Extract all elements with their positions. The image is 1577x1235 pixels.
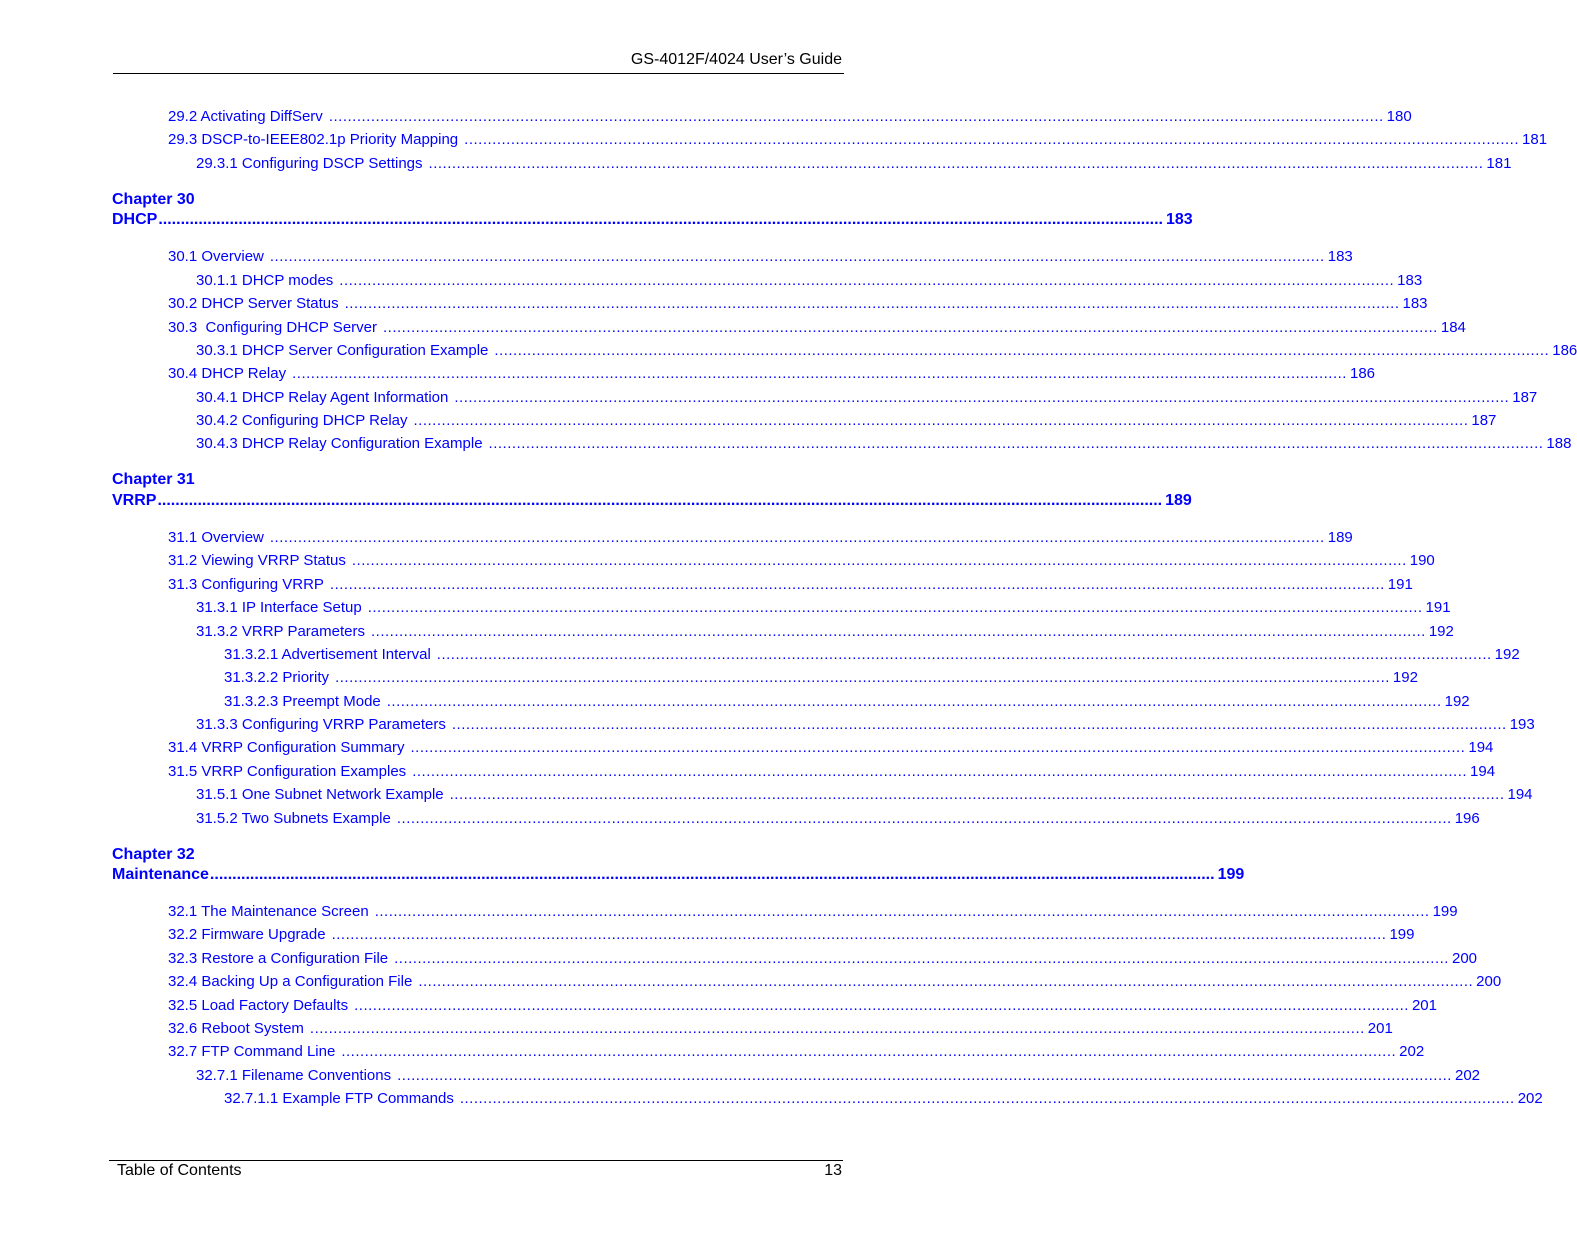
toc-leader: .................................................................................................................................................................................................................................. [410, 739, 1466, 756]
toc-entry-page: 194 [1507, 786, 1533, 803]
footer-page-number: 13 [824, 1162, 842, 1179]
toc-entry-label: 29.3 DSCP-to-IEEE802.1p Priority Mapping [168, 131, 459, 148]
chapter-page: 189 [1165, 492, 1192, 509]
toc-entry[interactable] [168, 1018, 1393, 1038]
toc-entry-label: 31.2 Viewing VRRP Status [168, 552, 346, 569]
toc-leader: .................................................................................................................................................................................................................................. [209, 866, 1215, 883]
toc-entry[interactable] [168, 971, 1502, 991]
chapter-page: 199 [1217, 866, 1245, 883]
footer-section-title: Table of Contents [117, 1162, 242, 1179]
toc-entry[interactable] [196, 784, 1533, 804]
toc-entry-label: 30.2 DHCP Server Status [168, 295, 339, 312]
toc-entry-page: 191 [1425, 599, 1451, 616]
toc-entry-page: 202 [1399, 1043, 1425, 1060]
toc-entry-page: 202 [1454, 1067, 1481, 1084]
toc-entry-label: 30.4.2 Configuring DHCP Relay [196, 412, 408, 429]
toc-entry-label: 30.1 Overview [168, 248, 264, 265]
toc-entry[interactable] [168, 574, 1413, 594]
toc-entry-label: 31.4 VRRP Configuration Summary [168, 739, 405, 756]
toc-entry-label: 31.3.3 Configuring VRRP Parameters [196, 716, 446, 733]
toc-leader: .................................................................................................................................................................................................................................. [157, 492, 1163, 509]
toc-leader: .................................................................................................................................................................................................................................. [374, 903, 1430, 920]
toc-leader: .................................................................................................................................................................................................................................. [428, 155, 1484, 172]
chapter-title: DHCP [112, 211, 158, 228]
toc-entry-page: 192 [1392, 669, 1418, 686]
chapter-label: Chapter 32 [112, 846, 195, 863]
toc-leader: .................................................................................................................................................................................................................................. [370, 623, 1426, 640]
toc-entry-label: 32.6 Reboot System [168, 1020, 304, 1037]
toc-leader: .................................................................................................................................................................................................................................. [328, 108, 1384, 125]
toc-entry[interactable] [168, 924, 1415, 944]
toc-leader: .................................................................................................................................................................................................................................. [451, 716, 1507, 733]
toc-entry-page: 199 [1432, 903, 1458, 920]
toc-entry-label: 30.4.1 DHCP Relay Agent Information [196, 389, 449, 406]
toc-entry-page: 183 [1327, 248, 1353, 265]
toc-entry-label: 31.5 VRRP Configuration Examples [168, 763, 407, 780]
toc-entry-label: 30.4.3 DHCP Relay Configuration Example [196, 435, 483, 452]
toc-entry-page: 181 [1522, 131, 1548, 148]
toc-entry-page: 183 [1397, 272, 1423, 289]
toc-entry-label: 31.5.1 One Subnet Network Example [196, 786, 444, 803]
toc-leader: .................................................................................................................................................................................................................................. [494, 342, 1550, 359]
toc-leader: .................................................................................................................................................................................................................................. [344, 295, 1400, 312]
toc-leader: .................................................................................................................................................................................................................................. [329, 576, 1385, 593]
toc-leader: .................................................................................................................................................................................................................................. [341, 1043, 1397, 1060]
toc-entry-label: 31.3.2.1 Advertisement Interval [224, 646, 431, 663]
toc-entry-label: 32.4 Backing Up a Configuration File [168, 973, 413, 990]
toc-entry-page: 201 [1367, 1020, 1393, 1037]
chapter-title-entry[interactable] [112, 864, 1245, 885]
toc-entry-label: 32.1 The Maintenance Screen [168, 903, 369, 920]
toc-leader: .................................................................................................................................................................................................................................. [418, 973, 1474, 990]
toc-leader: .................................................................................................................................................................................................................................. [412, 763, 1468, 780]
toc-leader: .................................................................................................................................................................................................................................. [383, 319, 1438, 336]
toc-entry[interactable] [168, 293, 1428, 313]
toc-entry-label: 29.2 Activating DiffServ [168, 108, 323, 125]
toc-entry[interactable] [168, 106, 1412, 126]
toc-entry[interactable] [196, 410, 1497, 430]
toc-entry[interactable] [224, 644, 1520, 664]
toc-entry[interactable] [196, 808, 1480, 828]
toc-entry-page: 192 [1428, 623, 1454, 640]
toc-entry-page: 191 [1387, 576, 1413, 593]
toc-entry[interactable] [196, 433, 1572, 453]
toc-entry-page: 183 [1402, 295, 1428, 312]
toc-entry-page: 184 [1440, 319, 1466, 336]
toc-entry[interactable] [168, 527, 1353, 547]
toc-entry[interactable] [168, 363, 1376, 383]
toc-leader: .................................................................................................................................................................................................................................. [292, 365, 1347, 382]
toc-leader: .................................................................................................................................................................................................................................. [309, 1020, 1365, 1037]
toc-entry[interactable] [224, 691, 1470, 711]
toc-entry-label: 32.3 Restore a Configuration File [168, 950, 389, 967]
toc-entry-label: 32.2 Firmware Upgrade [168, 926, 326, 943]
toc-entry[interactable] [168, 129, 1548, 149]
toc-entry-page: 193 [1509, 716, 1535, 733]
toc-entry-page: 180 [1386, 108, 1412, 125]
toc-leader: .................................................................................................................................................................................................................................. [335, 669, 1390, 686]
toc-leader: .................................................................................................................................................................................................................................. [354, 997, 1409, 1014]
toc-leader: .................................................................................................................................................................................................................................. [367, 599, 1423, 616]
toc-entry-page: 192 [1494, 646, 1520, 663]
toc-leader: .................................................................................................................................................................................................................................. [449, 786, 1505, 803]
toc-leader: .................................................................................................................................................................................................................................. [158, 211, 1163, 228]
toc-entry-page: 201 [1411, 997, 1437, 1014]
toc-entry[interactable] [224, 1088, 1543, 1108]
toc-entry[interactable] [168, 550, 1435, 570]
toc-entry-label: 31.3 Configuring VRRP [168, 576, 324, 593]
toc-entry[interactable] [168, 948, 1478, 968]
chapter-title: Maintenance [112, 866, 209, 883]
toc-entry-page: 187 [1471, 412, 1497, 429]
toc-entry-label: 30.3 Configuring DHCP Server [168, 319, 377, 336]
toc-entry-label: 31.1 Overview [168, 529, 264, 546]
chapter-title-entry[interactable] [112, 490, 1192, 511]
toc-leader: .................................................................................................................................................................................................................................. [413, 412, 1469, 429]
toc-entry[interactable] [168, 737, 1494, 757]
toc-leader: .................................................................................................................................................................................................................................. [331, 926, 1387, 943]
toc-entry-page: 194 [1470, 763, 1496, 780]
toc-entry-page: 200 [1476, 973, 1502, 990]
toc-leader: .................................................................................................................................................................................................................................. [454, 389, 1510, 406]
toc-entry-page: 190 [1409, 552, 1435, 569]
toc-leader: .................................................................................................................................................................................................................................. [386, 693, 1442, 710]
toc-leader: .................................................................................................................................................................................................................................. [351, 552, 1407, 569]
toc-entry-label: 32.7.1.1 Example FTP Commands [224, 1090, 454, 1107]
toc-leader: .................................................................................................................................................................................................................................. [436, 646, 1492, 663]
toc-entry-page: 186 [1552, 342, 1577, 359]
toc-entry-page: 186 [1349, 365, 1376, 382]
toc-entry[interactable] [168, 995, 1437, 1015]
toc-leader: .................................................................................................................................................................................................................................. [459, 1090, 1515, 1107]
toc-entry[interactable] [196, 597, 1451, 617]
toc-leader: .................................................................................................................................................................................................................................. [397, 1067, 1452, 1084]
toc-entry-label: 31.5.2 Two Subnets Example [196, 810, 391, 827]
toc-entry-page: 202 [1517, 1090, 1543, 1107]
toc-entry[interactable] [196, 714, 1535, 734]
toc-entry[interactable] [196, 340, 1577, 360]
toc-entry[interactable] [196, 270, 1423, 290]
toc-entry-label: 31.3.2.2 Priority [224, 669, 330, 686]
toc-entry-label: 31.3.2 VRRP Parameters [196, 623, 365, 640]
toc-entry[interactable] [196, 153, 1512, 173]
toc-entry-page: 189 [1327, 529, 1353, 546]
toc-entry-page: 194 [1468, 739, 1494, 756]
toc-entry-page: 187 [1512, 389, 1538, 406]
chapter-title-entry[interactable] [112, 209, 1193, 230]
toc-leader: .................................................................................................................................................................................................................................. [269, 248, 1325, 265]
toc-entry[interactable] [196, 387, 1538, 407]
toc-entry-label: 29.3.1 Configuring DSCP Settings [196, 155, 423, 172]
toc-entry-page: 196 [1454, 810, 1480, 827]
toc-leader: .................................................................................................................................................................................................................................. [339, 272, 1395, 289]
toc-entry-page: 188 [1546, 435, 1572, 452]
toc-entry-label: 30.1.1 DHCP modes [196, 272, 334, 289]
chapter-label: Chapter 30 [112, 191, 195, 208]
toc-entry-page: 200 [1451, 950, 1478, 967]
toc-entry-page: 199 [1389, 926, 1415, 943]
page-header-title: GS-4012F/4024 User’s Guide [630, 51, 842, 68]
toc-leader: .................................................................................................................................................................................................................................. [488, 435, 1544, 452]
toc-entry-label: 31.3.1 IP Interface Setup [196, 599, 362, 616]
toc-entry[interactable] [168, 901, 1458, 921]
chapter-title: VRRP [112, 492, 157, 509]
toc-entry-page: 181 [1486, 155, 1512, 172]
toc-entry-label: 32.7 FTP Command Line [168, 1043, 336, 1060]
toc-entry-label: 30.3.1 DHCP Server Configuration Example [196, 342, 489, 359]
chapter-page: 183 [1165, 211, 1193, 228]
chapter-label: Chapter 31 [112, 471, 195, 488]
header-divider [113, 73, 844, 74]
toc-leader: .................................................................................................................................................................................................................................. [464, 131, 1520, 148]
toc-entry-label: 31.3.2.3 Preempt Mode [224, 693, 381, 710]
toc-entry[interactable] [196, 1065, 1481, 1085]
toc-entry[interactable] [224, 667, 1418, 687]
toc-entry-label: 30.4 DHCP Relay [168, 365, 287, 382]
toc-leader: .................................................................................................................................................................................................................................. [269, 529, 1325, 546]
toc-entry[interactable] [196, 621, 1454, 641]
toc-entry[interactable] [168, 246, 1353, 266]
toc-entry[interactable] [168, 761, 1496, 781]
toc-entry-label: 32.5 Load Factory Defaults [168, 997, 349, 1014]
toc-leader: .................................................................................................................................................................................................................................. [396, 810, 1452, 827]
toc-entry-page: 192 [1444, 693, 1470, 710]
toc-entry-label: 32.7.1 Filename Conventions [196, 1067, 392, 1084]
toc-leader: .................................................................................................................................................................................................................................. [394, 950, 1449, 967]
toc-entry[interactable] [168, 317, 1466, 337]
toc-entry[interactable] [168, 1041, 1425, 1061]
